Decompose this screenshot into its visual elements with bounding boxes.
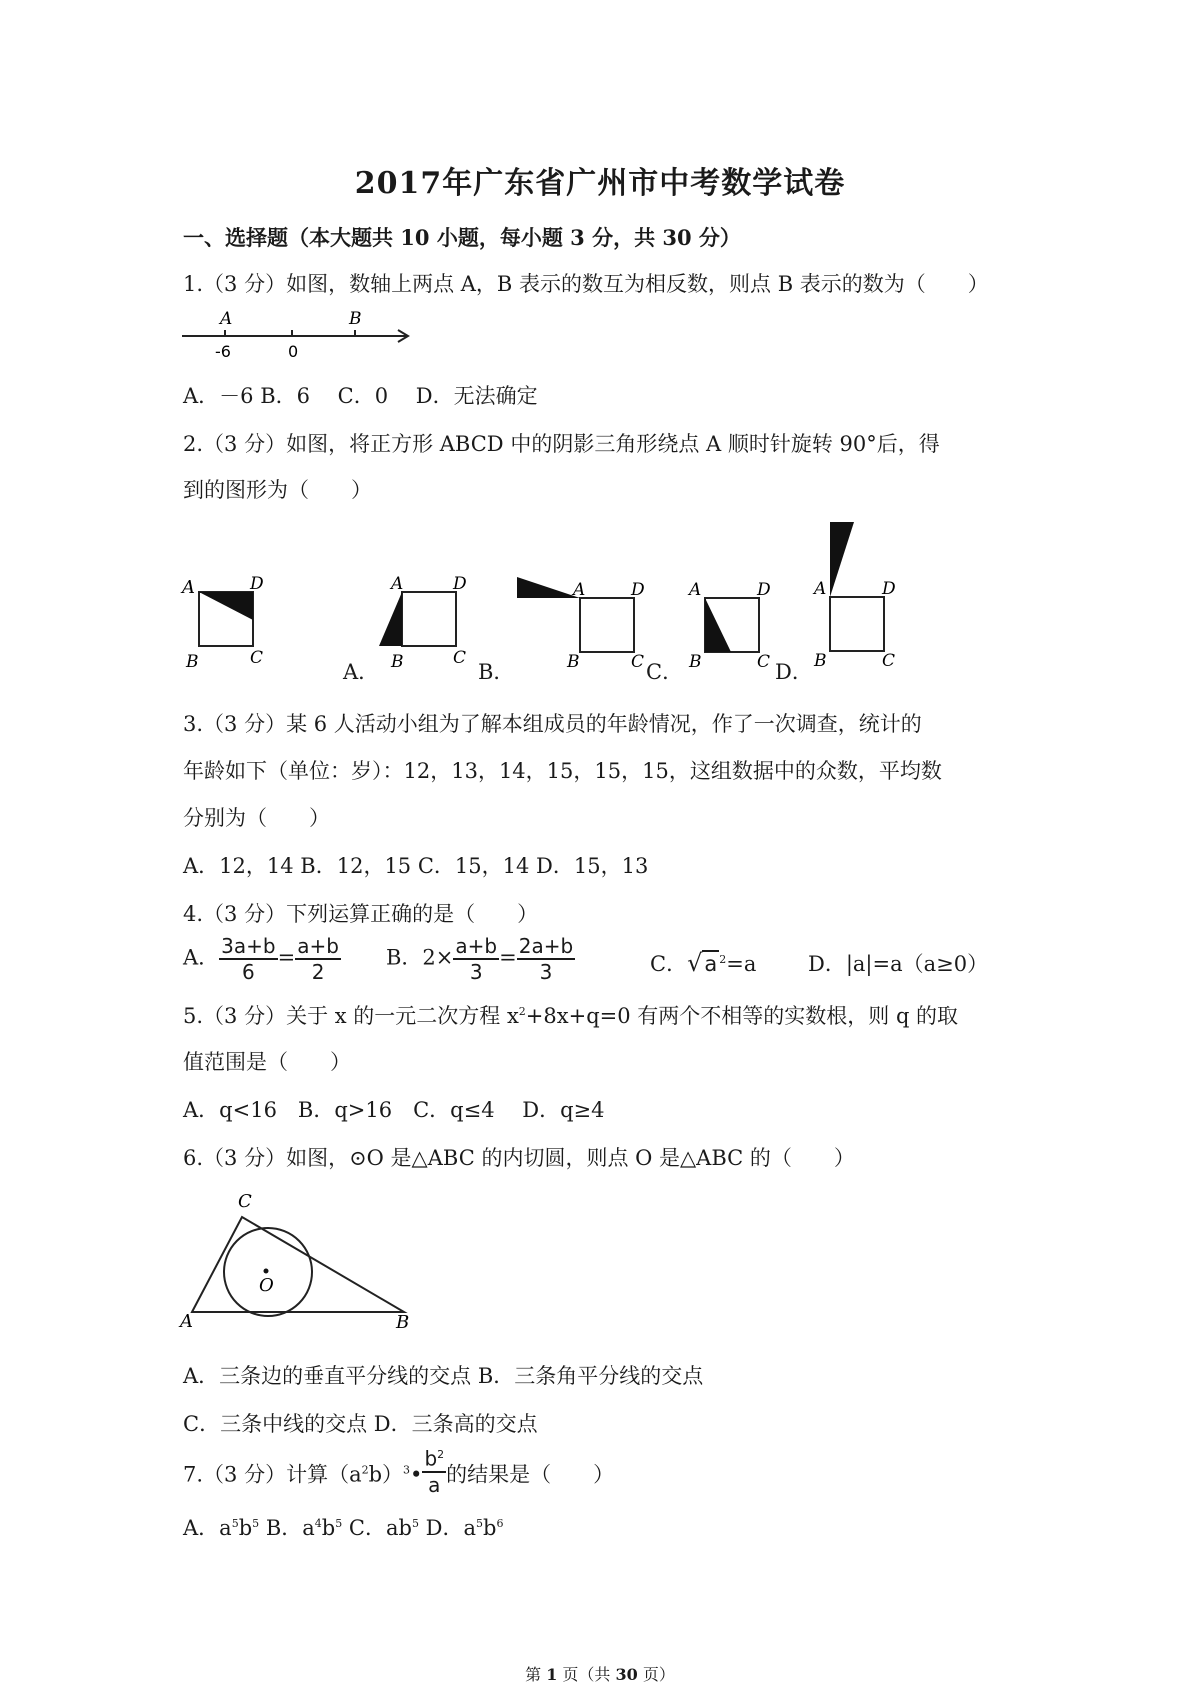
q4-option-a-label: A． [183, 945, 220, 970]
q7-option-c: C．$ab^5$ [342, 1516, 419, 1540]
q6-options-line1: A．三条边的垂直平分线的交点 B．三条角平分线的交点 [183, 1364, 704, 1388]
sqrt-icon: √ [687, 949, 703, 977]
q2-stem-line1: 2.（3 分）如图，将正方形 ABCD 中的阴影三角形绕点 A 顺时针旋转 90°后，得 [183, 432, 940, 456]
svg-text:C: C [757, 652, 771, 672]
q6-label-b: B [396, 1312, 410, 1333]
svg-text:D: D [631, 580, 645, 600]
q4-stem: 4.（3 分）下列运算正确的是（ ） [183, 902, 539, 926]
svg-text:B: B [186, 652, 199, 672]
q5-stem-line1: 5.（3 分）关于 x 的一元二次方程 $x^2+8x+q=0$ 有两个不相等的实数根，则 q 的取 [183, 1004, 959, 1028]
q7-option-d: D．$a^5b^6$ [418, 1516, 504, 1540]
section-heading: 一、选择题（本大题共 10 小题，每小题 3 分，共 30 分） [183, 225, 741, 250]
q7-fraction: $\frac{b^2}{a}$ [422, 1443, 446, 1497]
svg-text:A: A [689, 580, 702, 600]
q4-options: A． $\frac{3a+b}{6}$ = $\frac{a+b}{2}$ [183, 934, 339, 984]
q4-option-b: B．2× $\frac{a+b}{3}$ = $\frac{2a+b}{3}$ [386, 934, 574, 984]
svg-text:C: C [882, 651, 896, 671]
q4-option-d: D．|a|=a（a≥0） [808, 952, 989, 976]
svg-text:A: A [182, 577, 195, 598]
q1-label-zero: 0 [288, 342, 299, 361]
q4-option-b-frac1: $\frac{a+b}{3}$ [455, 934, 498, 984]
svg-text:D: D [250, 574, 264, 594]
svg-text:D: D [882, 579, 896, 599]
q4-option-c: C．√a $^2$=a [650, 949, 757, 977]
incircle-triangle-figure [178, 1185, 418, 1333]
q3-stem-line2: 年龄如下（单位：岁）：12，13，14，15，15，15，这组数据中的众数，平均数 [183, 759, 942, 783]
q2-option-c-label: C． [646, 660, 684, 684]
q4-option-a-frac1: $\frac{3a+b}{6}$ [221, 934, 276, 984]
q4-option-b-label: B．2× [386, 945, 454, 970]
svg-text:D: D [757, 580, 771, 600]
q5-stem-line2: 值范围是（ ） [183, 1050, 351, 1074]
svg-text:B: B [814, 651, 827, 671]
svg-text:B: B [689, 652, 702, 672]
svg-text:A: A [573, 580, 586, 600]
q4-option-b-frac2: $\frac{2a+b}{3}$ [518, 934, 574, 984]
q7-option-b: B．$a^4b^5$ [259, 1516, 343, 1540]
q1-label-b: B [349, 309, 362, 329]
svg-text:C: C [250, 648, 264, 668]
svg-text:C: C [631, 652, 645, 672]
page-title: 2017年广东省广州市中考数学试卷 [354, 166, 846, 201]
svg-text:B: B [391, 652, 404, 672]
q3-stem-line1: 3.（3 分）某 6 人活动小组为了解本组成员的年龄情况，作了一次调查，统计的 [183, 712, 922, 736]
q2-option-b-label: B． [478, 660, 515, 684]
q7-stem: 7.（3 分）计算$(a^2b)^3•$ $\frac{b^2}{a}$ 的结果是（ ） [183, 1455, 614, 1497]
q1-options: A．－6 B．6 C．0 D．无法确定 [183, 384, 538, 408]
q7-option-a: A．$a^5b^5$ [183, 1516, 260, 1540]
q4-option-a-frac2: $\frac{a+b}{2}$ [297, 934, 339, 984]
q6-label-o: O [259, 1275, 274, 1296]
svg-text:A: A [391, 574, 404, 594]
svg-text:B: B [567, 652, 580, 672]
q6-label-c: C [238, 1191, 252, 1212]
q5-options: A．q<16 B．q>16 C．q≤4 D．q≥4 [183, 1098, 605, 1122]
q1-stem: 1.（3 分）如图，数轴上两点 A，B 表示的数互为相反数，则点 B 表示的数为（ ） [183, 272, 989, 296]
q2-option-c-figure [685, 575, 785, 670]
page-footer: 第 1 页（共 30 页） [525, 1665, 675, 1684]
q6-options-line2: C．三条中线的交点 D．三条高的交点 [183, 1412, 538, 1436]
q2-stem-line2: 到的图形为（ ） [183, 478, 372, 502]
q2-option-a-label: A． [343, 660, 380, 684]
q1-label-neg6: -6 [215, 342, 231, 361]
q2-original-square [180, 575, 280, 670]
q1-label-a: A [220, 309, 233, 329]
q6-label-a: A [180, 1311, 193, 1332]
q2-option-d-figure [810, 520, 910, 670]
svg-text:D: D [453, 574, 467, 594]
q3-stem-line3: 分别为（ ） [183, 806, 330, 830]
q3-options: A．12，14 B．12，15 C．15，14 D．15，13 [183, 854, 649, 878]
q2-option-b-figure [515, 575, 655, 670]
q6-stem: 6.（3 分）如图，⊙O 是△ABC 的内切圆，则点 O 是△ABC 的（ ） [183, 1146, 855, 1170]
q7-options [183, 1512, 503, 1542]
q2-option-a-figure [375, 575, 475, 670]
q2-option-d-label: D． [775, 660, 813, 684]
svg-text:C: C [453, 648, 467, 668]
number-line-figure [180, 310, 420, 360]
svg-text:A: A [814, 579, 827, 599]
